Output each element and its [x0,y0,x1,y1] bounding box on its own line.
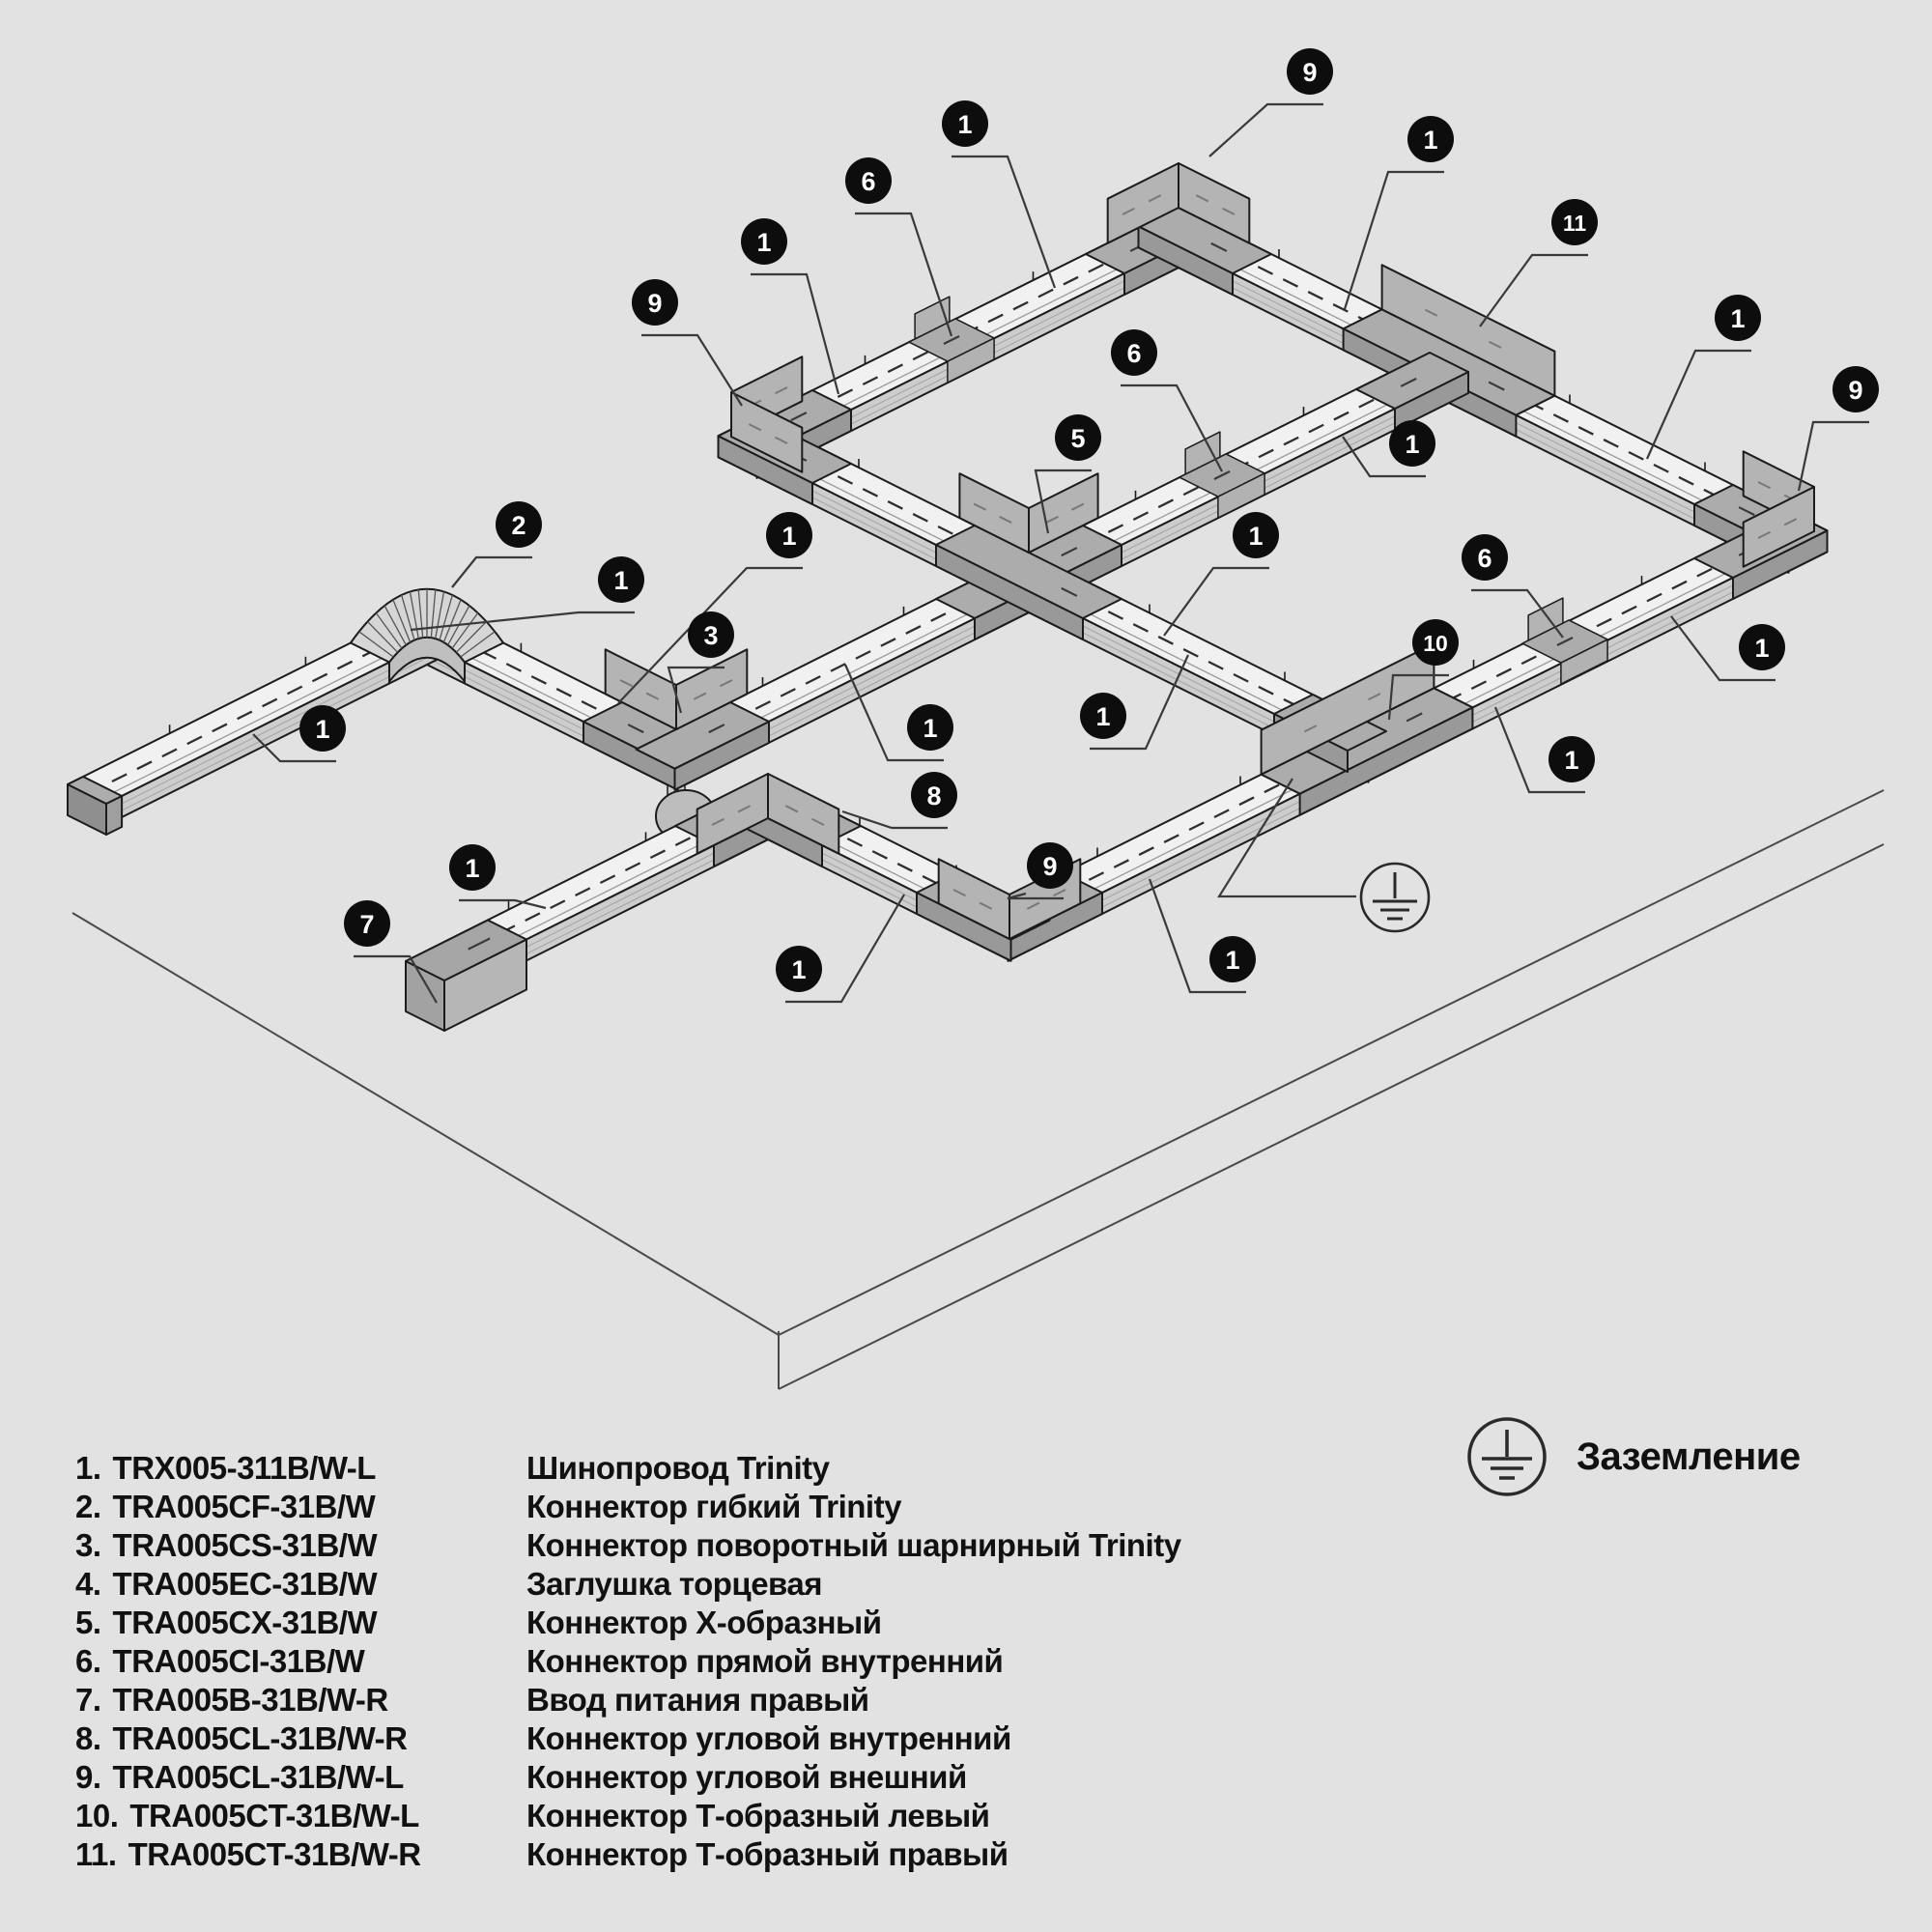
callout-2 [452,501,542,587]
legend-item-description: Коннектор Т-образный правый [526,1836,1009,1872]
svg-text:9: 9 [647,289,663,318]
legend-item-code: 4. TRA005EC-31B/W [75,1566,378,1602]
callout-1 [1647,295,1761,459]
legend-item [75,1797,1447,1835]
legend-item [75,1604,1447,1642]
legend-item-code: 10. TRA005CT-31B/W-L [75,1798,419,1833]
legend-item [75,1488,1447,1526]
svg-text:1: 1 [1564,746,1579,775]
legend-item-description: Шинопровод Trinity [526,1450,830,1486]
svg-text:8: 8 [926,781,942,810]
legend-item-description: Коннектор угловой внутренний [526,1720,1011,1756]
legend-item-description: Коннектор прямой внутренний [526,1643,1004,1679]
legend-item [75,1526,1447,1565]
legend-item [75,1835,1447,1874]
svg-text:1: 1 [1248,522,1264,551]
legend-item-code: 2. TRA005CF-31B/W [75,1489,376,1524]
callout-11 [1480,199,1598,327]
svg-text:1: 1 [1754,634,1770,663]
legend-item-code: 5. TRA005CX-31B/W [75,1605,378,1640]
legend-item-code: 3. TRA005CS-31B/W [75,1527,378,1563]
svg-text:1: 1 [1730,304,1746,333]
callout-1 [776,895,904,1002]
svg-text:6: 6 [861,167,876,196]
legend-item [75,1719,1447,1758]
callout-1 [942,100,1055,288]
svg-text:1: 1 [1423,126,1438,155]
legend-item [75,1449,1447,1488]
legend-item-description: Коннектор гибкий Trinity [526,1489,901,1524]
svg-text:9: 9 [1302,58,1318,87]
legend-item-code: 1. TRX005-311B/W-L [75,1450,376,1486]
legend-item-code: 11. TRA005CT-31B/W-R [75,1836,421,1872]
legend-item-description: Заглушка торцевая [526,1566,823,1602]
legend [75,1449,1447,1874]
svg-text:11: 11 [1562,211,1587,236]
callout-9 [1209,48,1333,156]
svg-text:1: 1 [923,714,938,743]
ground-symbol-icon [1464,1414,1549,1499]
svg-text:1: 1 [1095,702,1111,731]
callout-9 [632,279,742,406]
svg-text:1: 1 [781,522,797,551]
legend-item-code: 6. TRA005CI-31B/W [75,1643,365,1679]
svg-text:1: 1 [791,955,807,984]
ground-legend [1464,1414,1801,1499]
legend-item [75,1681,1447,1719]
legend-item [75,1642,1447,1681]
svg-text:3: 3 [703,621,719,650]
legend-item-code: 7. TRA005B-31B/W-R [75,1682,388,1718]
svg-text:2: 2 [511,511,526,540]
legend-item-description: Коннектор Т-образный левый [526,1798,990,1833]
callout-1 [1495,707,1595,792]
callout-9 [1799,366,1879,491]
svg-text:9: 9 [1848,376,1863,405]
svg-text:7: 7 [359,910,375,939]
svg-text:10: 10 [1423,631,1448,656]
legend-item-description: Коннектор угловой внешний [526,1759,967,1795]
svg-text:1: 1 [756,228,772,257]
svg-text:1: 1 [613,566,629,595]
legend-item-code: 8. TRA005CL-31B/W-R [75,1720,408,1756]
svg-text:6: 6 [1477,544,1492,573]
svg-text:1: 1 [465,854,480,883]
legend-item-code: 9. TRA005CL-31B/W-L [75,1759,404,1795]
svg-text:1: 1 [315,715,330,744]
legend-item-description: Коннектор поворотный шарнирный Trinity [526,1527,1181,1563]
legend-item-description: Ввод питания правый [526,1682,869,1718]
ground-legend-label: Заземление [1577,1435,1801,1478]
legend-item-description: Коннектор Х-образный [526,1605,882,1640]
svg-text:1: 1 [1225,946,1240,975]
track-network [68,163,1828,1031]
legend-item [75,1758,1447,1797]
svg-text:5: 5 [1070,424,1086,453]
svg-text:1: 1 [1405,430,1420,459]
svg-text:6: 6 [1126,339,1142,368]
legend-item [75,1565,1447,1604]
svg-text:1: 1 [957,110,973,139]
svg-text:9: 9 [1042,852,1058,881]
callout-1 [1671,616,1785,680]
